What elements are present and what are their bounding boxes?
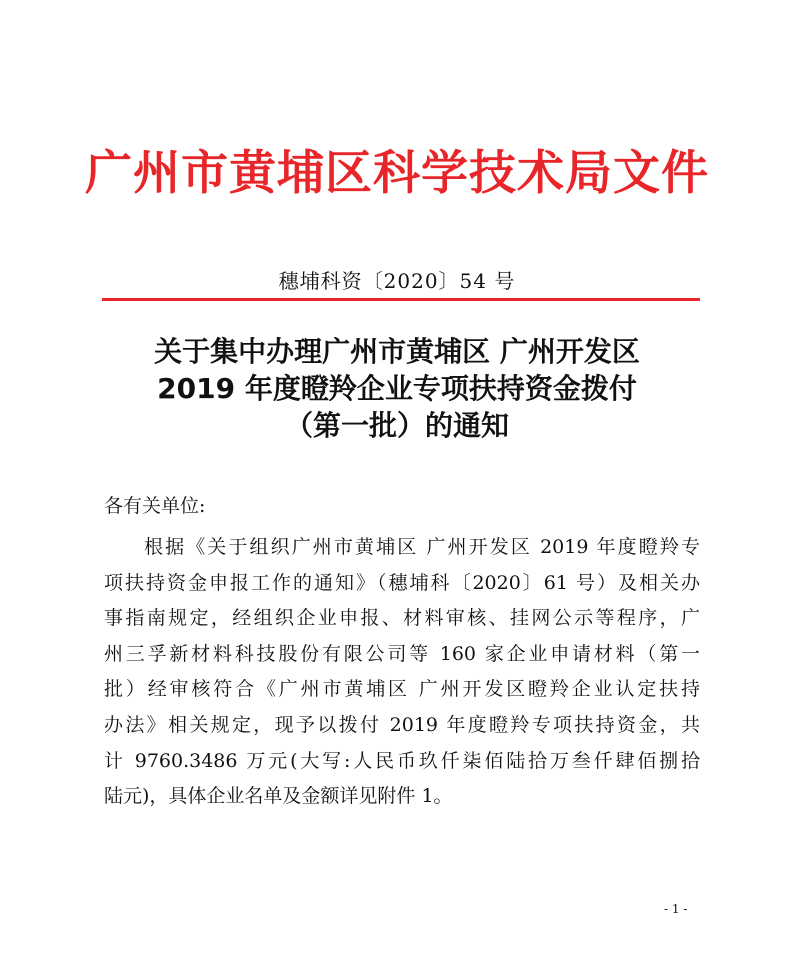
document-header-title: 广州市黄埔区科学技术局文件 — [85, 146, 709, 201]
page-number: - 1 - — [664, 902, 688, 916]
body-line-2: 项扶持资金申报工作的通知》（穗埔科〔2020〕61 号）及相关办 — [104, 571, 700, 594]
notice-title — [0, 333, 794, 444]
body-line-1: 根据《关于组织广州市黄埔区 广州开发区 2019 年度瞪羚专 — [144, 536, 700, 558]
document-number: 穗埔科资〔2020〕54 号 — [278, 269, 516, 293]
notice-title-line-3: （第一批）的通知 — [284, 409, 509, 442]
body-line-8: 陆元)，具体企业名单及金额详见附件 1。 — [104, 785, 453, 808]
body-line-6: 办法》相关规定，现予以拨付 2019 年度瞪羚专项扶持资金，共 — [104, 713, 700, 736]
notice-title-line-1: 关于集中办理广州市黄埔区 广州开发区 — [154, 335, 640, 368]
red-divider-line — [102, 298, 700, 301]
salutation: 各有关单位: — [104, 495, 206, 517]
body-paragraph — [104, 530, 700, 815]
body-line-5: 批）经审核符合《广州市黄埔区 广州开发区瞪羚企业认定扶持 — [104, 678, 700, 701]
notice-title-line-2: 2019 年度瞪羚企业专项扶持资金拨付 — [157, 372, 637, 405]
body-line-3: 事指南规定，经组织企业申报、材料审核、挂网公示等程序，广 — [104, 607, 700, 630]
body-line-4: 州三孚新材料科技股份有限公司等 160 家企业申请材料（第一 — [104, 642, 700, 665]
body-line-7: 计 9760.3486 万元(大写:人民币玖仟柒佰陆拾万叁仟肆佰捌拾 — [104, 749, 700, 772]
